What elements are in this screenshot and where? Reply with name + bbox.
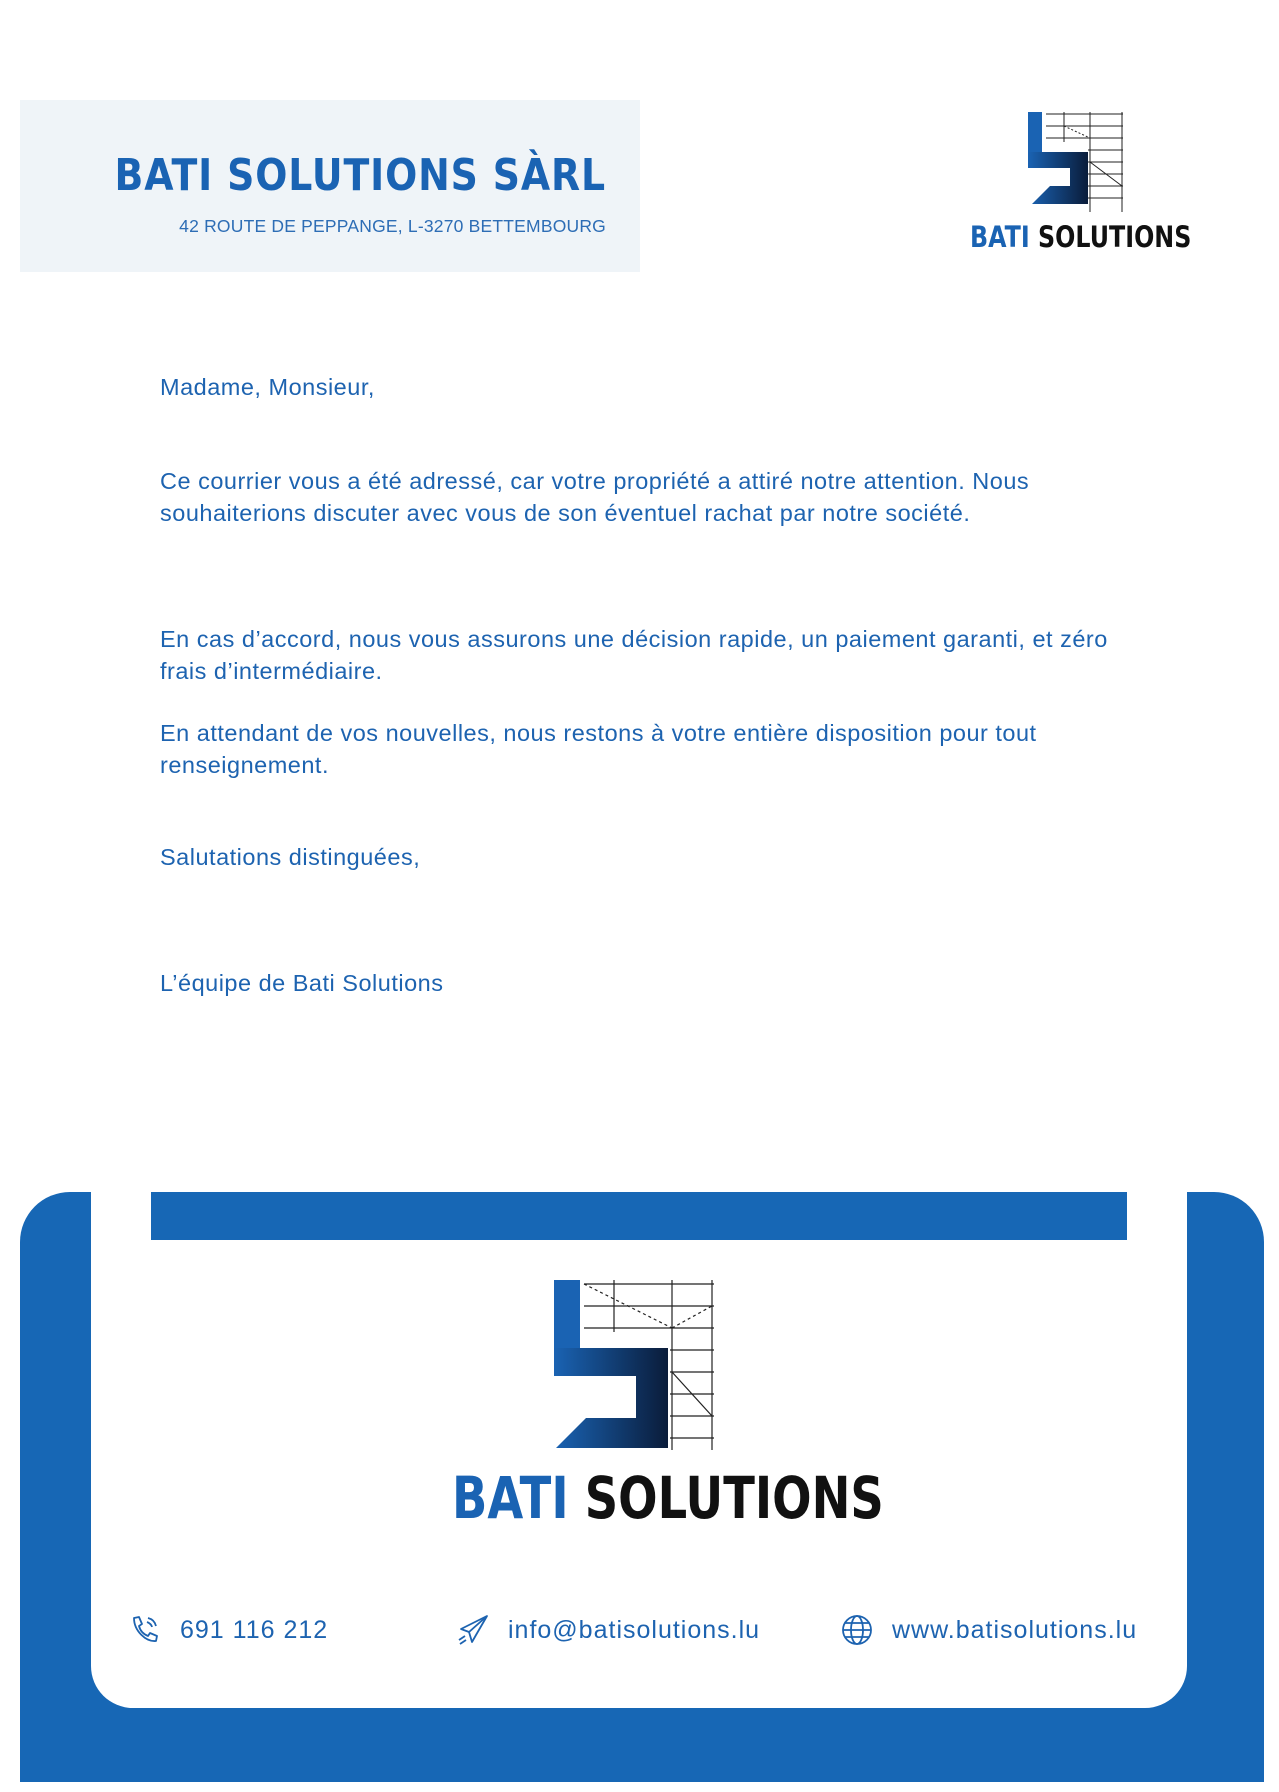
website-url[interactable]: www.batisolutions.lu	[892, 1615, 1138, 1644]
letter-intro: Ce courrier vous a été adressé, car votre propriété a attiré notre attention. Nous souhaiterions discuter avec vous de son éventuel rachat par notre société.	[160, 468, 1030, 526]
footer-brand-word-bati: BATI	[452, 1464, 569, 1532]
letter-closing: Salutations distinguées,	[160, 844, 421, 870]
phone-number[interactable]: 691 116 212	[180, 1615, 329, 1644]
letter-availability: En attendant de vos nouvelles, nous restons à votre entière disposition pour tout renseignement.	[160, 720, 1037, 778]
email-address[interactable]: info@batisolutions.lu	[508, 1615, 761, 1644]
brand-word-solutions: SOLUTIONS	[1038, 220, 1192, 254]
letter-greeting: Madame, Monsieur,	[160, 374, 375, 400]
contact-phone	[128, 1610, 328, 1650]
brand-logo-icon	[1028, 112, 1128, 212]
company-address: 42 ROUTE DE PEPPANGE, L-3270 BETTEMBOURG	[179, 216, 606, 236]
footer-brand-word-solutions: SOLUTIONS	[584, 1464, 884, 1532]
brand-word-bati: BATI	[970, 220, 1030, 254]
company-name: BATI SOLUTIONS SÀRL	[114, 150, 606, 201]
contact-email	[456, 1610, 760, 1650]
footer-brand-wordmark	[452, 1464, 884, 1532]
footer-logo-icon	[554, 1280, 718, 1450]
globe-icon	[840, 1613, 874, 1647]
letter-offer: En cas d’accord, nous vous assurons une décision rapide, un paiement garanti, et zéro frais d’intermédiaire.	[160, 626, 1108, 684]
paper-plane-icon	[456, 1613, 490, 1647]
letter-signature: L’équipe de Bati Solutions	[160, 970, 444, 996]
contact-website	[840, 1610, 1137, 1650]
header-brand-wordmark	[970, 220, 1192, 254]
header-box	[20, 100, 640, 272]
phone-icon	[128, 1613, 162, 1647]
